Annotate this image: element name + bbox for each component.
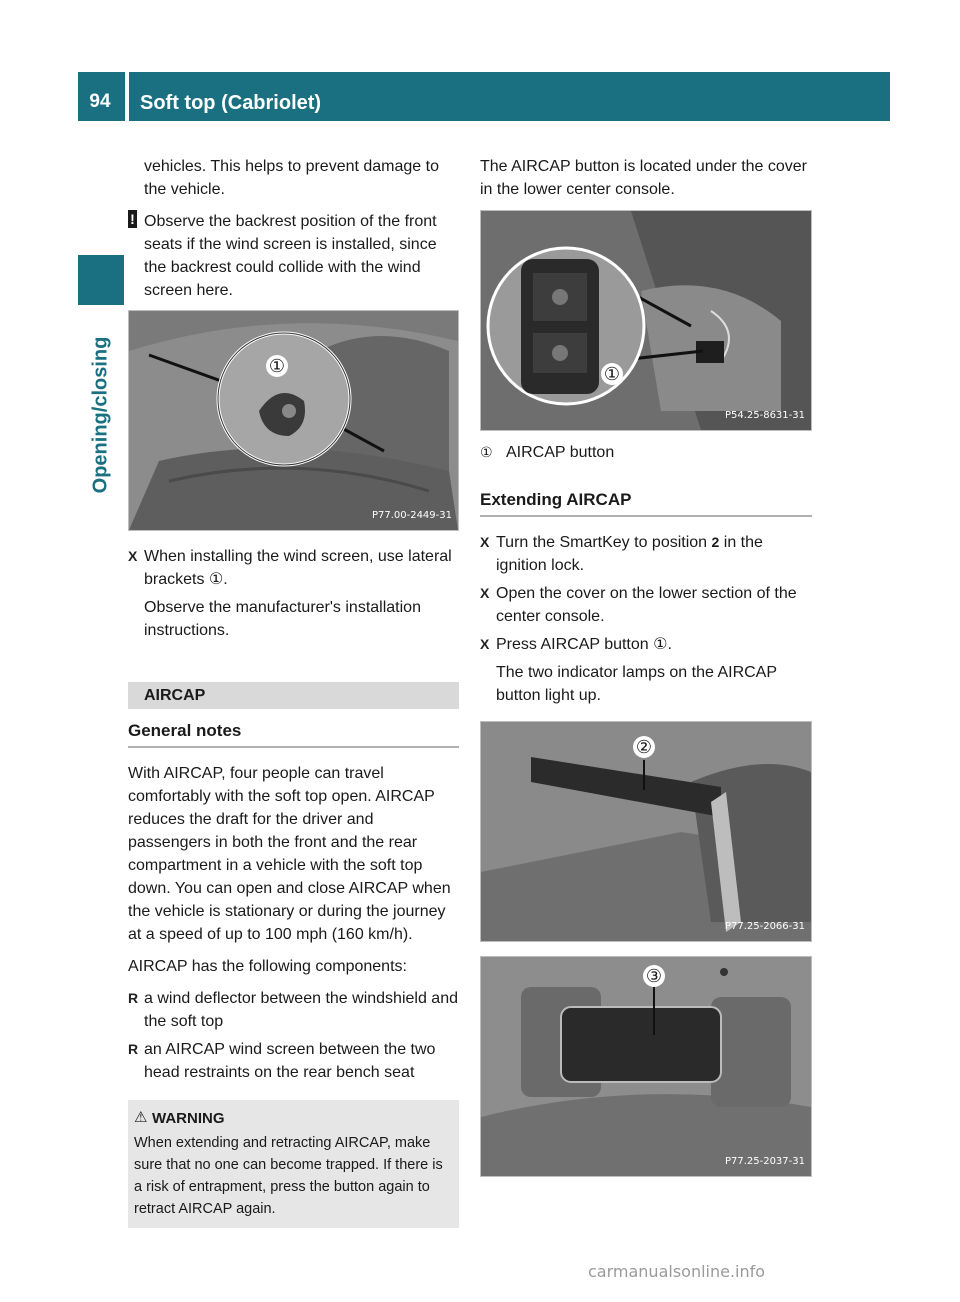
callout-number: ③ (643, 965, 665, 987)
body-paragraph: With AIRCAP, four people can travel comfortably with the soft top open. AIRCAP reduces the draft for the driver and passengers in both the front and the rear compartment in a vehicle with the soft top down. You can open and close AIRCAP when the vehicle is stationary or during the journey at a speed of up to 100 mph (160 km/h). (128, 765, 451, 943)
caution-note (128, 210, 459, 302)
chapter-label: Opening/closing (89, 336, 112, 494)
image-code: P77.25-2037-31 (724, 1156, 805, 1167)
step-arrow-icon: X (480, 585, 490, 601)
image-code: P77.25-2066-31 (724, 921, 805, 932)
instruction-step (128, 545, 459, 591)
console-illustration (481, 211, 811, 430)
warning-box (128, 1100, 459, 1228)
callout-number: ① (601, 363, 623, 385)
list-item (128, 987, 459, 1033)
warning-title (134, 1108, 451, 1130)
key-position: 2 (711, 534, 720, 550)
bullet-icon: R (128, 1041, 139, 1057)
section-heading: AIRCAP (128, 682, 459, 709)
step-subtext: Observe the manufacturer's installation instructions. (144, 599, 421, 639)
instruction-step (480, 633, 812, 656)
step-arrow-icon: X (128, 548, 138, 564)
step-text: Open the cover on the lower section of the center console. (496, 585, 797, 625)
header-divider (125, 72, 129, 121)
instruction-step (480, 582, 812, 628)
legend-text: AIRCAP button (506, 444, 615, 461)
step-subtext: The two indicator lamps on the AIRCAP button light up. (496, 664, 777, 704)
step-text: Press AIRCAP button ①. (496, 636, 672, 653)
exclamation-icon: ! (128, 210, 137, 228)
step-text: When installing the wind screen, use lateral brackets ①. (144, 548, 452, 588)
watermark[interactable]: carmanualsonline.info (588, 1262, 766, 1281)
step-arrow-icon: X (480, 636, 490, 652)
wind-screen-illustration (481, 957, 811, 1176)
warning-label: WARNING (152, 1110, 225, 1127)
rear-seat-photo (128, 310, 459, 531)
wind-screen-photo (480, 956, 812, 1177)
warning-triangle-icon: ⚠ (134, 1109, 148, 1126)
warning-text: When extending and retracting AIRCAP, make sure that no one can become trapped. If there is a risk of entrapment, press the button again to retract AIRCAP again. (134, 1135, 443, 1217)
console-photo (480, 210, 812, 431)
callout-number: ① (266, 355, 288, 377)
step-text-suffix: in the ignition lock. (496, 534, 763, 574)
bullet-icon: R (128, 990, 139, 1006)
image-code: P54.25-8631-31 (724, 410, 805, 421)
left-column (128, 155, 459, 1228)
legend-number: ① (480, 444, 493, 460)
page-title: Soft top (Cabriolet) (140, 92, 322, 114)
subheading-extending-aircap: Extending AIRCAP (480, 478, 812, 517)
step-text-prefix: Turn the SmartKey to position (496, 534, 708, 551)
list-item-text: an AIRCAP wind screen between the two head restraints on the rear bench seat (144, 1041, 436, 1081)
legend-item (480, 441, 812, 464)
intro-text: vehicles. This helps to prevent damage to the vehicle. (144, 158, 439, 198)
list-item (128, 1038, 459, 1084)
list-item-text: a wind deflector between the windshield and the soft top (144, 990, 458, 1030)
intro-text: The AIRCAP button is located under the cover in the lower center console. (480, 158, 808, 198)
step-arrow-icon: X (480, 534, 490, 550)
page-number: 94 (89, 91, 111, 112)
wind-deflector-photo (480, 721, 812, 942)
note-text: Observe the backrest position of the front seats if the wind screen is installed, since the backrest could collide with the wind screen here. (144, 213, 437, 299)
instruction-step (480, 531, 812, 577)
image-code: P77.00-2449-31 (371, 510, 452, 521)
components-intro: AIRCAP has the following components: (128, 958, 407, 975)
side-tab-marker (78, 255, 124, 305)
rear-seat-illustration (129, 311, 458, 530)
callout-number: ② (633, 736, 655, 758)
right-column (480, 155, 812, 1177)
subheading-general-notes: General notes (128, 709, 459, 748)
